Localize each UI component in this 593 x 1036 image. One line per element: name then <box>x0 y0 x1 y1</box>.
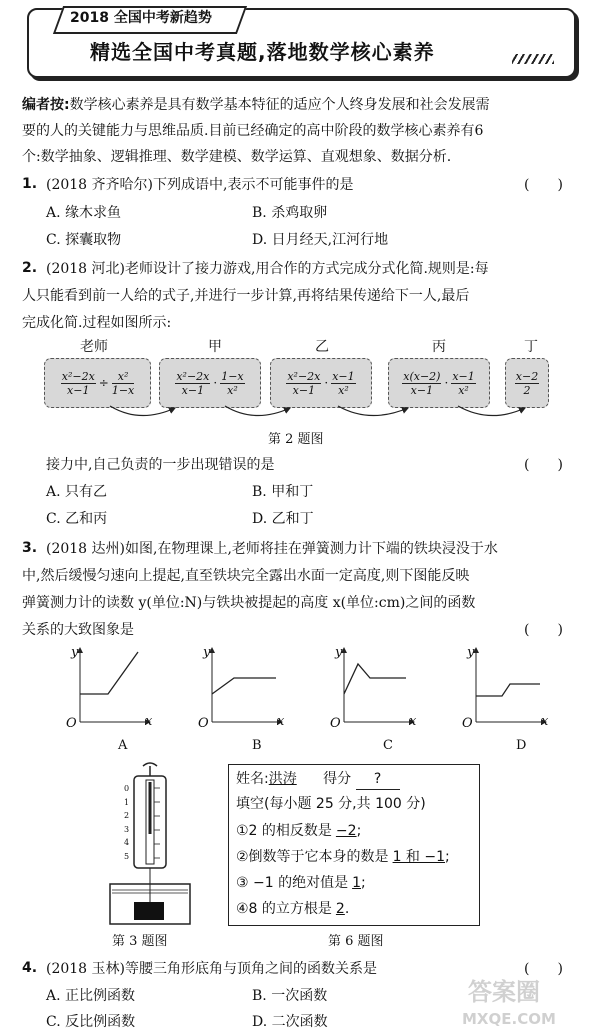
fraction: $\frac{x-2}{2}$ <box>515 369 539 397</box>
card-answer: 1 和 −1 <box>392 849 446 865</box>
q6-figure-caption: 第 6 题图 <box>328 934 384 949</box>
operator: ÷ <box>98 376 109 390</box>
q2-ask: 接力中,自己负责的一步出现错误的是 <box>46 457 275 473</box>
q2-option-d: D. 乙和丁 <box>252 511 314 527</box>
q1-option-b: B. 杀鸡取卵 <box>252 205 328 221</box>
operator: · <box>213 376 218 390</box>
q2-line-2: 人只能看到前一人给的式子,并进行一步计算,再将结果传递给下一人,最后 <box>22 288 470 304</box>
relay-name-teacher: 老师 <box>80 339 108 355</box>
q2-option-b: B. 甲和丁 <box>252 484 314 500</box>
q1-option-c: C. 探囊取物 <box>46 232 122 248</box>
card-item-text: ③ −1 的绝对值是 <box>236 875 349 891</box>
card-answer: 2 <box>335 901 345 917</box>
relay-arrow <box>338 406 408 416</box>
q2-option-a: A. 只有乙 <box>46 484 108 500</box>
relay-name-ding: 丁 <box>524 339 538 355</box>
card-item-3: ③ −1 的绝对值是 1; <box>236 875 366 891</box>
fraction: $\frac{x-1}{\text{x²}}$ <box>332 369 355 397</box>
scale-labels <box>124 782 129 863</box>
q1-stem: (2018 齐齐哈尔)下列成语中,表示不可能事件的是 <box>46 177 354 193</box>
relay-name-bing: 丙 <box>432 339 446 355</box>
graph-a-y-label: y <box>71 645 79 660</box>
q2-answer-paren: ( ) <box>524 457 563 473</box>
graph-a <box>80 648 150 722</box>
fraction: $\frac{x-1}{\text{x²}}$ <box>452 369 475 397</box>
intro-text-1: 数学核心素养是具有数学基本特征的适应个人终身发展和社会发展需 <box>69 97 490 113</box>
operator: · <box>444 376 449 390</box>
card-name-label: 姓名: <box>236 771 269 787</box>
card-title: 填空(每小题 25 分,共 100 分) <box>236 796 426 812</box>
card-name-value: 洪涛 <box>268 771 297 787</box>
card-item-1: ①2 的相反数是 −2; <box>236 823 362 839</box>
graph-d <box>476 648 546 722</box>
watermark-logo: 答案圈 <box>468 978 540 1006</box>
q3-graphs <box>60 640 580 760</box>
q3-number: 3. <box>22 540 38 556</box>
fraction: $\frac{1-x}{\text{x²}}$ <box>221 369 244 397</box>
fraction: $\frac{\text{x²−2x}}{x-1}$ <box>287 369 321 397</box>
card-item-4: ④8 的立方根是 2. <box>236 901 350 917</box>
intro-line-3: 个:数学抽象、逻辑推理、数学建模、数学运算、直观想象、数据分析. <box>22 149 452 165</box>
intro-line-2: 要的人的关键能力与思维品质.目前已经确定的高中阶段的数学核心素养有6 <box>22 123 484 139</box>
q4-option-b: B. 一次函数 <box>252 988 328 1004</box>
q4-option-a: A. 正比例函数 <box>46 988 136 1004</box>
q2-line-3: 完成化简.过程如图所示: <box>22 315 172 331</box>
fraction: $\frac{x(x-2)}{x-1}$ <box>403 369 441 397</box>
intro-label: 编者按: <box>22 97 70 113</box>
graph-b-origin: O <box>198 716 209 731</box>
header-stripes <box>512 54 554 64</box>
graph-b-label: B <box>252 738 262 753</box>
graph-a-origin: O <box>66 716 77 731</box>
iron-block <box>134 902 164 920</box>
graph-d-label: D <box>516 738 527 753</box>
card-item-text: ④8 的立方根是 <box>236 901 332 917</box>
q1-number: 1. <box>22 176 38 192</box>
graph-c-y-label: y <box>335 645 343 660</box>
fraction: $\frac{\text{x²−2x}}{x-1}$ <box>176 369 210 397</box>
q3-line-4: 关系的大致图象是 <box>22 622 134 638</box>
operator: · <box>324 376 329 390</box>
q4-option-c: C. 反比例函数 <box>46 1014 136 1030</box>
graph-d-y-label: y <box>467 645 475 660</box>
relay-arrow <box>225 406 290 416</box>
graph-curve <box>80 652 138 694</box>
q1-answer-paren: ( ) <box>524 177 563 193</box>
fraction: $\frac{\text{x²}}{1-x}$ <box>111 369 135 397</box>
header-tag-text: 2018 全国中考新趋势 <box>70 10 212 26</box>
relay-arrows <box>40 400 560 428</box>
graph-c-label: C <box>383 738 393 753</box>
card-answer: −2 <box>335 823 357 839</box>
q3-line-1: (2018 达州)如图,在物理课上,老师将挂在弹簧测力计下端的铁块浸没于水 <box>46 541 498 557</box>
card-item-2: ②倒数等于它本身的数是 1 和 −1; <box>236 849 450 865</box>
graph-curve <box>344 664 406 694</box>
graph-b-y-label: y <box>203 645 211 660</box>
q3-line-3: 弹簧测力计的读数 y(单位:N)与铁块被提起的高度 x(单位:cm)之间的函数 <box>22 595 476 611</box>
q2-number: 2. <box>22 260 38 276</box>
relay-name-jia: 甲 <box>208 339 222 355</box>
q4-number: 4. <box>22 960 38 976</box>
scale-mark: 3 <box>124 824 130 834</box>
intro-line-1 <box>22 96 490 115</box>
scale-mark: 2 <box>124 811 130 820</box>
card-name-row <box>236 770 400 790</box>
card-item-text: ②倒数等于它本身的数是 <box>236 849 389 865</box>
fraction: $\frac{\text{x²−2x}}{x-1}$ <box>61 369 95 397</box>
relay-arrow <box>458 406 525 416</box>
q3-answer-paren: ( ) <box>524 622 563 638</box>
q2-option-c: C. 乙和丙 <box>46 511 108 527</box>
relay-arrow <box>110 406 175 416</box>
relay-name-yi: 乙 <box>315 339 329 355</box>
watermark-url: MXQE.COM <box>462 1010 556 1028</box>
card-answer: 1 <box>352 875 362 891</box>
graph-d-origin: O <box>462 716 473 731</box>
scale-mark: 5 <box>124 851 130 861</box>
graph-d-x-label: x <box>541 714 549 729</box>
graph-b <box>212 648 282 722</box>
q3-line-2: 中,然后缓慢匀速向上提起,直至铁块完全露出水面一定高度,则下图能反映 <box>22 568 470 584</box>
scale-mark: 0 <box>124 784 130 793</box>
q3-figure-caption: 第 3 题图 <box>112 934 168 949</box>
card-item-text: ①2 的相反数是 <box>236 823 332 839</box>
graph-curve <box>476 684 540 696</box>
q1-option-d: D. 日月经天,江河行地 <box>252 232 389 248</box>
graph-b-x-label: x <box>277 714 285 729</box>
scale-mark: 1 <box>124 797 130 807</box>
scale-hook <box>143 763 157 766</box>
graph-c-x-label: x <box>409 714 417 729</box>
graph-a-x-label: x <box>145 714 153 729</box>
q2-figure-caption: 第 2 题图 <box>268 432 324 447</box>
q2-line-1: (2018 河北)老师设计了接力游戏,用合作的方式完成分式化简.规则是:每 <box>46 261 489 277</box>
q1-option-a: A. 缘木求鱼 <box>46 205 122 221</box>
graph-curve <box>212 678 276 694</box>
card-score-label: 得分 <box>323 771 352 787</box>
scale-mark: 4 <box>124 838 130 847</box>
spring-scale-figure <box>90 762 210 930</box>
graph-c <box>344 648 414 722</box>
q4-stem: (2018 玉林)等腰三角形底角与顶角之间的函数关系是 <box>46 961 378 977</box>
graph-a-label: A <box>118 738 128 753</box>
card-score-value: ? <box>356 770 400 790</box>
header-title: 精选全国中考真题,落地数学核心素养 <box>90 40 435 64</box>
q4-answer-paren: ( ) <box>524 961 563 977</box>
q4-option-d: D. 二次函数 <box>252 1014 328 1030</box>
graph-c-origin: O <box>330 716 341 731</box>
